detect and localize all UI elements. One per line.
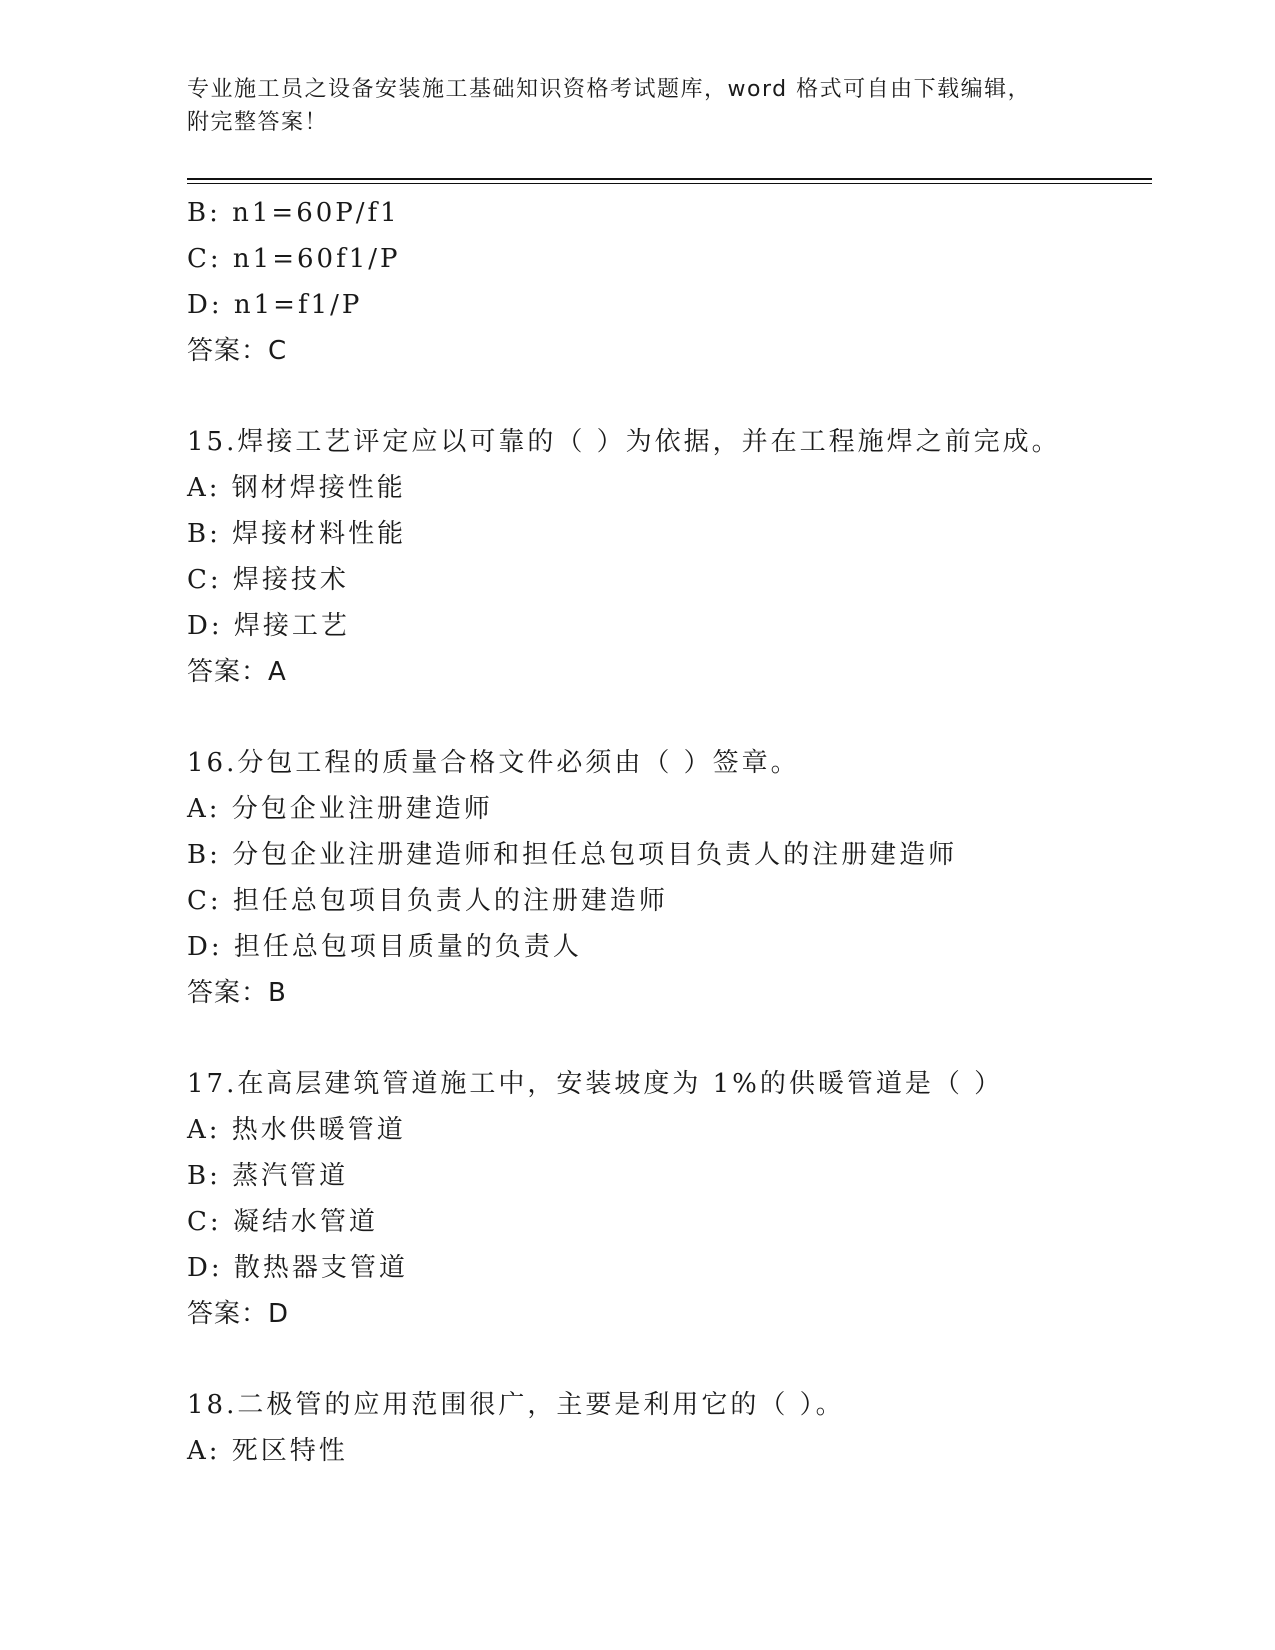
option-a: A: 钢材焊接性能 [187,473,406,503]
question-stem: 15.焊接工艺评定应以可靠的（ ）为依据，并在工程施焊之前完成。 [187,427,1061,457]
option-a: A: 分包企业注册建造师 [187,794,493,824]
option-d: D: 散热器支管道 [187,1253,408,1283]
option-a: A: 死区特性 [187,1436,348,1466]
option-d: D: n1=f1/P [187,290,363,320]
option-c: C: 凝结水管道 [187,1207,378,1237]
option-c: C: 焊接技术 [187,565,349,595]
answer-line: 答案：B [187,978,287,1008]
header-rule-thick [187,178,1152,180]
option-a: A: 热水供暖管道 [187,1115,406,1145]
question-stem: 18.二极管的应用范围很广，主要是利用它的（ ）。 [187,1390,845,1420]
question-list [187,190,1152,1474]
header-rule-thin [187,183,1152,184]
answer-line: 答案：D [187,1299,290,1329]
question-14-continued [187,190,1152,374]
answer-line: 答案：A [187,657,287,687]
option-d: D: 焊接工艺 [187,611,350,641]
option-d: D: 担任总包项目质量的负责人 [187,932,582,962]
option-b: B: 蒸汽管道 [187,1161,349,1191]
option-b: B: 焊接材料性能 [187,519,407,549]
option-b: B: 分包企业注册建造师和担任总包项目负责人的注册建造师 [187,840,958,870]
question-16 [187,740,1152,1016]
answer-line: 答案：C [187,336,288,366]
option-c: C: n1=60f1/P [187,244,401,274]
question-15 [187,419,1152,695]
header-title-line-1: 专业施工员之设备安装施工基础知识资格考试题库，word 格式可自由下载编辑， [187,77,1032,102]
question-18 [187,1382,1152,1474]
header-title-line-2: 附完整答案！ [187,110,329,135]
option-c: C: 担任总包项目负责人的注册建造师 [187,886,668,916]
question-stem: 17.在高层建筑管道施工中，安装坡度为 1%的供暖管道是（ ） [187,1069,1004,1099]
document-header [187,73,1067,139]
question-17 [187,1061,1152,1337]
option-b: B: n1=60P/f1 [187,198,400,228]
question-stem: 16.分包工程的质量合格文件必须由（ ）签章。 [187,748,800,778]
